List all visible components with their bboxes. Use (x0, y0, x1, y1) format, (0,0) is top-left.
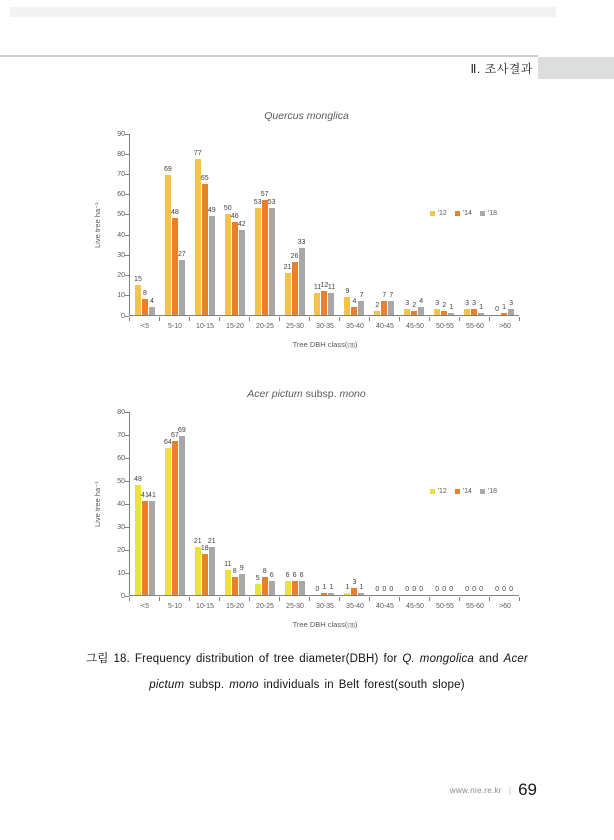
bar-value-label: 15 (134, 275, 142, 283)
bar-value-label: 0 (472, 586, 477, 593)
bar (177, 427, 186, 595)
bar (358, 291, 364, 315)
x-axis-tick-label: 55-60 (466, 603, 484, 610)
bar (267, 198, 276, 315)
bar (501, 303, 507, 315)
bar-value-label: 12 (320, 281, 329, 289)
x-axis-tick-label: 40-45 (376, 603, 394, 610)
bar (327, 283, 336, 315)
x-axis-tick-label: 15-20 (226, 323, 244, 330)
bar-value-label: 18 (200, 544, 209, 552)
x-axis-tick-label: 35-40 (346, 603, 364, 610)
x-axis-tick-label: >60 (499, 603, 511, 610)
bar-value-label: 6 (292, 572, 297, 580)
bar-value-label: 0 (502, 586, 506, 593)
bar-group (339, 412, 369, 595)
y-axis-tick (125, 527, 129, 528)
bar-value-label: 57 (260, 190, 269, 198)
bar-value-label: 1 (479, 303, 484, 311)
bar (141, 491, 149, 595)
bar (441, 301, 447, 315)
text-segment: mono (339, 388, 366, 400)
x-axis-title: Tree DBH class(㎝) (292, 620, 358, 629)
bar-group (369, 412, 399, 595)
bar-group (160, 134, 190, 315)
bar-group (310, 412, 340, 595)
bar-value-label: 2 (442, 301, 447, 309)
bar (292, 572, 298, 595)
legend-swatch (455, 211, 460, 216)
x-axis-tick-label: 45-50 (406, 323, 424, 330)
bar-value-label: 3 (405, 299, 410, 307)
bar (344, 583, 350, 595)
text-segment: subsp. (302, 388, 340, 400)
bar-group (280, 134, 310, 315)
bar (134, 475, 142, 595)
bar-value-label: 8 (143, 289, 147, 297)
bar-value-label: 0 (419, 586, 424, 593)
y-axis-tick (125, 504, 129, 505)
bar-value-label: 0 (495, 586, 499, 593)
text-segment: 그림 18. Frequency distribution of tree diameter(DBH) for (85, 653, 403, 665)
x-axis-ticks (129, 317, 520, 321)
x-axis-tick-label: 10-15 (196, 603, 214, 610)
bar (269, 572, 275, 595)
scan-artifact (10, 7, 556, 17)
text-segment: individuals in Belt forest(south slope) (258, 679, 465, 691)
bar-value-label: 9 (345, 287, 350, 295)
bar-value-label: 6 (299, 572, 304, 580)
bar-value-label: 33 (297, 239, 306, 247)
bar (255, 574, 261, 596)
y-axis-title: Live tree ha⁻¹ (93, 202, 102, 248)
bar-value-label: 3 (352, 579, 357, 587)
bar-group (190, 412, 220, 595)
bar-value-label: 2 (412, 301, 417, 309)
y-axis-tick (125, 235, 129, 236)
bar-value-label: 42 (237, 221, 246, 229)
bar-value-label: 1 (449, 303, 454, 311)
bar-value-label: 7 (359, 291, 364, 299)
y-axis-tick (125, 435, 129, 436)
bar-value-label: 69 (163, 166, 172, 174)
figure-caption (72, 646, 542, 698)
bar (290, 253, 299, 315)
chart-title (93, 388, 520, 404)
bar-group (250, 412, 280, 595)
y-axis-label: 0 (121, 592, 125, 600)
page-number: 69 (518, 780, 537, 799)
y-axis-label: 80 (117, 150, 125, 158)
bar (193, 537, 202, 595)
y-axis-title: Live tree ha⁻¹ (93, 481, 102, 527)
quercus-bar-chart (93, 110, 520, 350)
y-axis-label: 90 (117, 130, 125, 138)
bar (262, 567, 268, 595)
bar-value-label: 0 (465, 586, 470, 593)
bar (344, 287, 350, 315)
bar (260, 190, 269, 315)
y-axis-label: 10 (117, 569, 125, 577)
footer-site-url: www.nie.re.kr (449, 785, 502, 795)
header-chapter-tab (538, 57, 614, 79)
bar-value-label: 0 (479, 586, 484, 593)
legend-swatch (430, 489, 435, 494)
y-axis-tick (125, 573, 129, 574)
bar (193, 150, 202, 315)
legend-label: '14 (462, 210, 472, 217)
bar (207, 537, 216, 595)
bar (299, 572, 305, 595)
text-segment: subsp. (184, 679, 230, 691)
legend-swatch (480, 489, 485, 494)
legend-label: '14 (462, 488, 472, 495)
y-axis-label: 10 (117, 292, 125, 300)
y-axis-label: 70 (117, 170, 125, 178)
x-axis-tick-label: 50-55 (436, 323, 454, 330)
bar-group (310, 134, 340, 315)
bar-value-label: 0 (382, 586, 387, 593)
y-axis-label: 30 (117, 251, 125, 259)
x-axis-tick-label: 40-45 (376, 323, 394, 330)
bar-value-label: 6 (269, 572, 274, 580)
x-axis-tick-label: 55-60 (466, 323, 484, 330)
bar-value-label: 48 (170, 208, 179, 216)
bar-value-label: 53 (253, 198, 262, 206)
x-axis-tick-label: 50-55 (436, 603, 454, 610)
bar-value-label: 8 (262, 567, 267, 575)
bar (253, 198, 262, 315)
bar-value-label: 4 (352, 297, 357, 305)
y-axis-label: 50 (117, 211, 125, 219)
x-axis-tick-label: 30-35 (316, 323, 334, 330)
bar-value-label: 9 (239, 565, 244, 573)
legend-label: '18 (487, 488, 497, 495)
legend-item (480, 210, 497, 217)
bar-value-label: 11 (327, 283, 336, 291)
y-axis-label: 20 (117, 272, 125, 280)
bar-value-label: 8 (232, 567, 237, 575)
bar-value-label: 41 (148, 491, 156, 499)
chart-body (93, 130, 520, 320)
bar (283, 263, 292, 315)
bar (471, 299, 477, 315)
bar-value-label: 1 (322, 583, 327, 591)
bar-group (429, 134, 459, 315)
bar-groups (130, 134, 519, 315)
header-section-label: Ⅱ. 조사결과 (470, 62, 533, 76)
bar-value-label: 69 (177, 427, 186, 435)
bar (381, 291, 387, 315)
bar (508, 299, 514, 315)
bar-group (250, 134, 280, 315)
bar (224, 560, 232, 595)
y-axis-tick (125, 275, 129, 276)
y-axis-label: 60 (117, 454, 125, 462)
bar (285, 572, 291, 595)
bar (134, 275, 142, 315)
x-axis-tick-label: 25-30 (286, 603, 304, 610)
bar-value-label: 0 (442, 586, 447, 593)
bar (200, 544, 209, 595)
text-segment: mono (229, 679, 259, 691)
y-axis-label: 40 (117, 500, 125, 508)
bar-groups (130, 412, 519, 595)
y-axis-tick (125, 550, 129, 551)
x-axis-tick-label: 10-15 (196, 323, 214, 330)
bar (374, 301, 380, 315)
acer-bar-chart (93, 388, 520, 630)
bar-value-label: 4 (150, 297, 154, 305)
bar (148, 491, 156, 595)
bar-value-label: 0 (375, 586, 380, 593)
y-axis-tick (125, 194, 129, 195)
chart-title (93, 110, 520, 126)
bar (297, 239, 306, 315)
bar-value-label: 27 (177, 251, 186, 259)
bar-group (459, 412, 489, 595)
bar-group (489, 134, 519, 315)
x-axis-tick-label: 20-25 (256, 323, 274, 330)
bar (163, 438, 172, 595)
bar-value-label: 49 (207, 206, 216, 214)
bar (321, 583, 327, 595)
bar-group (399, 412, 429, 595)
legend-swatch (480, 211, 485, 216)
chart-body (93, 408, 520, 600)
x-axis-tick-label: 45-50 (406, 603, 424, 610)
bar-value-label: 0 (405, 586, 410, 593)
legend-swatch (430, 211, 435, 216)
bar-value-label: 11 (224, 560, 232, 568)
bar (328, 583, 334, 595)
bar (223, 204, 232, 315)
legend-item (430, 488, 447, 495)
bar (170, 208, 179, 315)
bar (320, 281, 329, 315)
bar-value-label: 7 (389, 291, 394, 299)
bar-value-label: 2 (375, 301, 380, 309)
x-axis-tick-label: 35-40 (346, 323, 364, 330)
bar-value-label: 65 (200, 174, 209, 182)
x-axis-ticks (129, 597, 520, 601)
bar-value-label: 46 (230, 212, 239, 220)
bar (448, 303, 454, 315)
plot-area (129, 134, 519, 316)
text-segment: Q. mongolica (402, 653, 475, 665)
bar (230, 212, 239, 315)
bar-group (459, 134, 489, 315)
bar-value-label: 26 (290, 253, 299, 261)
bar-value-label: 7 (382, 291, 387, 299)
x-axis-tick-label: >60 (499, 323, 511, 330)
y-axis-labels (107, 130, 129, 320)
x-axis-tick-label: <5 (141, 603, 149, 610)
chart-legend (430, 488, 497, 495)
bar-group (190, 134, 220, 315)
text-segment: Acer pictum (247, 388, 303, 400)
bar-group (280, 412, 310, 595)
bar (207, 206, 216, 315)
bar (313, 283, 322, 315)
bar (434, 299, 440, 315)
legend-item (430, 210, 447, 217)
y-axis-tick (125, 134, 129, 135)
page-footer (450, 780, 537, 800)
bar-value-label: 6 (285, 572, 290, 580)
bar-group (489, 412, 519, 595)
bar (149, 297, 155, 315)
bar-value-label: 21 (193, 537, 202, 545)
bar-value-label: 0 (315, 586, 320, 593)
bar-group (399, 134, 429, 315)
legend-item (455, 488, 472, 495)
bar (351, 297, 357, 315)
y-axis-tick (125, 412, 129, 413)
bar (418, 297, 424, 315)
y-axis-label: 40 (117, 231, 125, 239)
y-axis-tick (125, 174, 129, 175)
bar-value-label: 0 (435, 586, 440, 593)
bar-value-label: 1 (502, 303, 506, 311)
bar-value-label: 3 (472, 299, 477, 307)
bar-value-label: 64 (163, 438, 172, 446)
bar-value-label: 50 (223, 204, 232, 212)
y-axis-tick (125, 481, 129, 482)
y-axis-label: 30 (117, 523, 125, 531)
y-axis-tick (125, 458, 129, 459)
y-axis-label: 70 (117, 431, 125, 439)
bar (404, 299, 410, 315)
bar (411, 301, 417, 315)
bar-group (160, 412, 190, 595)
bar-value-label: 1 (329, 583, 334, 591)
bar-group (339, 134, 369, 315)
bar-value-label: 77 (193, 150, 202, 158)
bar-value-label: 0 (389, 586, 394, 593)
bar (200, 174, 209, 315)
y-axis-label: 20 (117, 546, 125, 554)
bar-value-label: 3 (465, 299, 470, 307)
text-segment: Acer pictum (149, 653, 529, 691)
y-axis-label: 60 (117, 191, 125, 199)
bar (478, 303, 484, 315)
bar-group (220, 134, 250, 315)
x-axis-tick-label: 30-35 (316, 603, 334, 610)
legend-label: '18 (487, 210, 497, 217)
bar-group (220, 412, 250, 595)
bar-group (429, 412, 459, 595)
bar (142, 289, 148, 315)
bar-value-label: 53 (267, 198, 276, 206)
bar-value-label: 21 (283, 263, 292, 271)
y-axis-tick (125, 255, 129, 256)
bar-value-label: 48 (134, 475, 142, 483)
bar-value-label: 11 (313, 283, 322, 291)
x-axis-title: Tree DBH class(㎝) (292, 340, 358, 349)
bar (358, 583, 364, 595)
bar-value-label: 0 (412, 586, 417, 593)
legend-swatch (455, 489, 460, 494)
bar-value-label: 0 (495, 306, 499, 313)
legend-label: '12 (437, 210, 447, 217)
x-axis-tick-label: 15-20 (226, 603, 244, 610)
bar-value-label: 0 (449, 586, 454, 593)
legend-label: '12 (437, 488, 447, 495)
x-axis-tick-label: 25-30 (286, 323, 304, 330)
bar-value-label: 67 (170, 431, 179, 439)
plot-area (129, 412, 519, 596)
chart-legend (430, 210, 497, 217)
x-axis-tick-label: 5-10 (167, 323, 182, 330)
y-axis-tick (125, 154, 129, 155)
legend-item (455, 210, 472, 217)
bar (464, 299, 470, 315)
y-axis-label: 80 (117, 408, 125, 416)
legend-item (480, 488, 497, 495)
y-axis-label: 50 (117, 477, 125, 485)
text-segment: Quercus monglica (264, 110, 349, 122)
bar-value-label: 0 (509, 586, 513, 593)
bar-value-label: 5 (255, 574, 260, 582)
y-axis-tick (125, 295, 129, 296)
bar-value-label: 4 (419, 297, 424, 305)
bar (239, 565, 245, 595)
bar (177, 251, 186, 315)
bar-group (130, 134, 160, 315)
bar-value-label: 3 (435, 299, 440, 307)
bar-value-label: 1 (345, 583, 350, 591)
bar (388, 291, 394, 315)
bar-value-label: 3 (509, 299, 513, 307)
x-axis-tick-label: 20-25 (256, 603, 274, 610)
x-axis-tick-label: <5 (141, 323, 149, 330)
bar-group (130, 412, 160, 595)
bar (170, 431, 179, 595)
bar (232, 567, 238, 595)
bar (237, 221, 246, 315)
footer-separator: | (508, 785, 512, 795)
x-axis-tick-label: 5-10 (167, 603, 182, 610)
bar-value-label: 41 (141, 491, 149, 499)
bar (163, 166, 172, 315)
bar-group (369, 134, 399, 315)
bar (351, 579, 357, 595)
y-axis-tick (125, 214, 129, 215)
bar-value-label: 21 (207, 537, 216, 545)
y-axis-label: 0 (121, 312, 125, 320)
text-segment: and (474, 653, 504, 665)
bar-value-label: 1 (359, 583, 364, 591)
header-divider (0, 55, 538, 57)
